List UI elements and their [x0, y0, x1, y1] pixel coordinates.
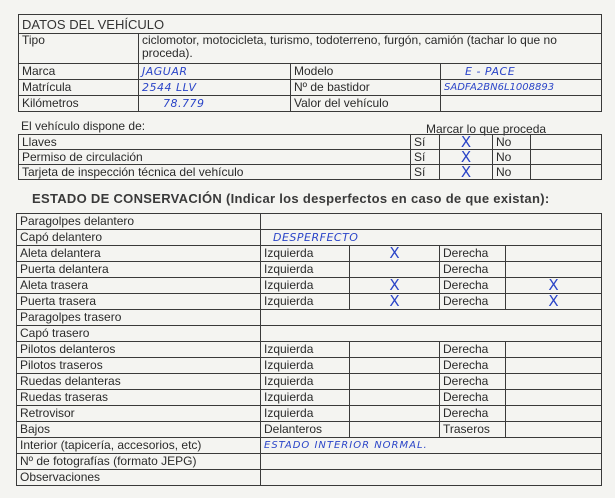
left-mark[interactable] [350, 262, 440, 278]
part-label: Aleta delantera [17, 246, 261, 262]
no-label: No [493, 135, 531, 150]
right-mark[interactable] [506, 390, 602, 406]
tipo-value: ciclomotor, motocicleta, turismo, todoterreno, furgón, camión (tachar lo que no proceda). [139, 34, 602, 64]
part-label: Retrovisor [17, 406, 261, 422]
left-label: Izquierda [261, 374, 350, 390]
equipment-mark-header: Marcar lo que proceda [426, 122, 547, 136]
right-mark[interactable] [506, 406, 602, 422]
right-mark[interactable] [506, 358, 602, 374]
modelo-value[interactable]: E - PACE [441, 64, 602, 80]
conservation-table [16, 213, 602, 486]
conservation-row [17, 390, 602, 406]
left-label: Izquierda [261, 294, 350, 310]
part-notes[interactable] [261, 214, 602, 230]
right-mark[interactable] [506, 262, 602, 278]
part-label: Nº de fotografías (formato JEPG) [17, 454, 261, 470]
left-mark[interactable] [350, 390, 440, 406]
part-label: Paragolpes delantero [17, 214, 261, 230]
left-label: Izquierda [261, 406, 350, 422]
part-label: Pilotos traseros [17, 358, 261, 374]
left-label: Izquierda [261, 278, 350, 294]
right-mark[interactable] [506, 342, 602, 358]
right-mark[interactable]: X [506, 278, 602, 294]
conservation-row [17, 294, 602, 310]
conservation-row [17, 470, 602, 486]
tipo-label: Tipo [19, 34, 139, 64]
checkbox-no[interactable] [531, 150, 602, 165]
conservation-row [17, 214, 602, 230]
left-mark[interactable]: X [350, 278, 440, 294]
no-label: No [493, 165, 531, 180]
equipment-intro: El vehículo dispone de: [21, 119, 146, 133]
part-label: Capó trasero [17, 326, 261, 342]
rear-label: Traseros [440, 422, 506, 438]
matricula-value[interactable]: 2544 LLV [139, 80, 291, 96]
left-label: Izquierda [261, 390, 350, 406]
front-label: Delanteros [261, 422, 350, 438]
conservation-row [17, 358, 602, 374]
conservation-row [17, 230, 602, 246]
left-mark[interactable]: X [350, 294, 440, 310]
bastidor-value[interactable]: SADFA2BN6L1008893 [441, 80, 602, 96]
left-label: Izquierda [261, 358, 350, 374]
conservation-row [17, 342, 602, 358]
conservation-row [17, 454, 602, 470]
equipment-row [19, 135, 602, 150]
valor-label: Valor del vehículo [291, 96, 441, 112]
checkbox-no[interactable] [531, 135, 602, 150]
rear-mark[interactable] [506, 422, 602, 438]
yes-label: Sí [411, 150, 440, 165]
right-label: Derecha [440, 278, 506, 294]
part-notes[interactable] [261, 310, 602, 326]
conservation-row [17, 326, 602, 342]
checkbox-no[interactable] [531, 165, 602, 180]
left-label: Izquierda [261, 246, 350, 262]
conservation-row [17, 422, 602, 438]
yes-label: Sí [411, 165, 440, 180]
part-label: Puerta delantera [17, 262, 261, 278]
marca-label: Marca [19, 64, 139, 80]
left-mark[interactable]: X [350, 246, 440, 262]
conservation-row [17, 374, 602, 390]
part-label: Puerta trasera [17, 294, 261, 310]
checkbox-yes[interactable]: X [440, 165, 493, 180]
part-label: Ruedas delanteras [17, 374, 261, 390]
left-mark[interactable] [350, 342, 440, 358]
equipment-label: Llaves [19, 135, 411, 150]
modelo-label: Modelo [291, 64, 441, 80]
part-label: Capó delantero [17, 230, 261, 246]
right-label: Derecha [440, 358, 506, 374]
matricula-label: Matrícula [19, 80, 139, 96]
conservation-row [17, 406, 602, 422]
part-label: Interior (tapicería, accesorios, etc) [17, 438, 261, 454]
km-label: Kilómetros [19, 96, 139, 112]
vehicle-data-table [18, 14, 602, 112]
right-mark[interactable] [506, 246, 602, 262]
part-label: Ruedas traseras [17, 390, 261, 406]
marca-value[interactable]: JAGUAR [139, 64, 291, 80]
left-mark[interactable] [350, 374, 440, 390]
valor-value[interactable] [441, 96, 602, 112]
front-mark[interactable] [350, 422, 440, 438]
part-label: Bajos [17, 422, 261, 438]
vehicle-section-title: DATOS DEL VEHÍCULO [19, 15, 602, 34]
km-value[interactable]: 78.779 [139, 96, 291, 112]
right-label: Derecha [440, 246, 506, 262]
left-label: Izquierda [261, 342, 350, 358]
part-label: Aleta trasera [17, 278, 261, 294]
checkbox-yes[interactable]: X [440, 135, 493, 150]
part-notes[interactable] [261, 470, 602, 486]
no-label: No [493, 150, 531, 165]
right-mark[interactable]: X [506, 294, 602, 310]
part-label: Observaciones [17, 470, 261, 486]
bastidor-label: Nº de bastidor [291, 80, 441, 96]
right-label: Derecha [440, 374, 506, 390]
right-label: Derecha [440, 406, 506, 422]
right-label: Derecha [440, 390, 506, 406]
left-mark[interactable] [350, 358, 440, 374]
conservation-row [17, 262, 602, 278]
conservation-row [17, 310, 602, 326]
part-notes[interactable] [261, 326, 602, 342]
equipment-label: Permiso de circulación [19, 150, 411, 165]
equipment-table [18, 134, 602, 180]
right-label: Derecha [440, 262, 506, 278]
equipment-row [19, 150, 602, 165]
conservation-row [17, 278, 602, 294]
part-label: Pilotos delanteros [17, 342, 261, 358]
part-notes[interactable]: ESTADO INTERIOR NORMAL. [261, 438, 602, 454]
part-notes[interactable] [261, 454, 602, 470]
checkbox-yes[interactable]: X [440, 150, 493, 165]
left-label: Izquierda [261, 262, 350, 278]
right-label: Derecha [440, 294, 506, 310]
left-mark[interactable] [350, 406, 440, 422]
yes-label: Sí [411, 135, 440, 150]
equipment-row [19, 165, 602, 180]
right-label: Derecha [440, 342, 506, 358]
right-mark[interactable] [506, 374, 602, 390]
conservation-title: ESTADO DE CONSERVACIÓN (Indicar los desperfectos en caso de que existan): [32, 191, 550, 206]
part-notes[interactable]: DESPERFECTO [261, 230, 602, 246]
equipment-label: Tarjeta de inspección técnica del vehículo [19, 165, 411, 180]
conservation-row [17, 438, 602, 454]
part-label: Paragolpes trasero [17, 310, 261, 326]
conservation-row [17, 246, 602, 262]
